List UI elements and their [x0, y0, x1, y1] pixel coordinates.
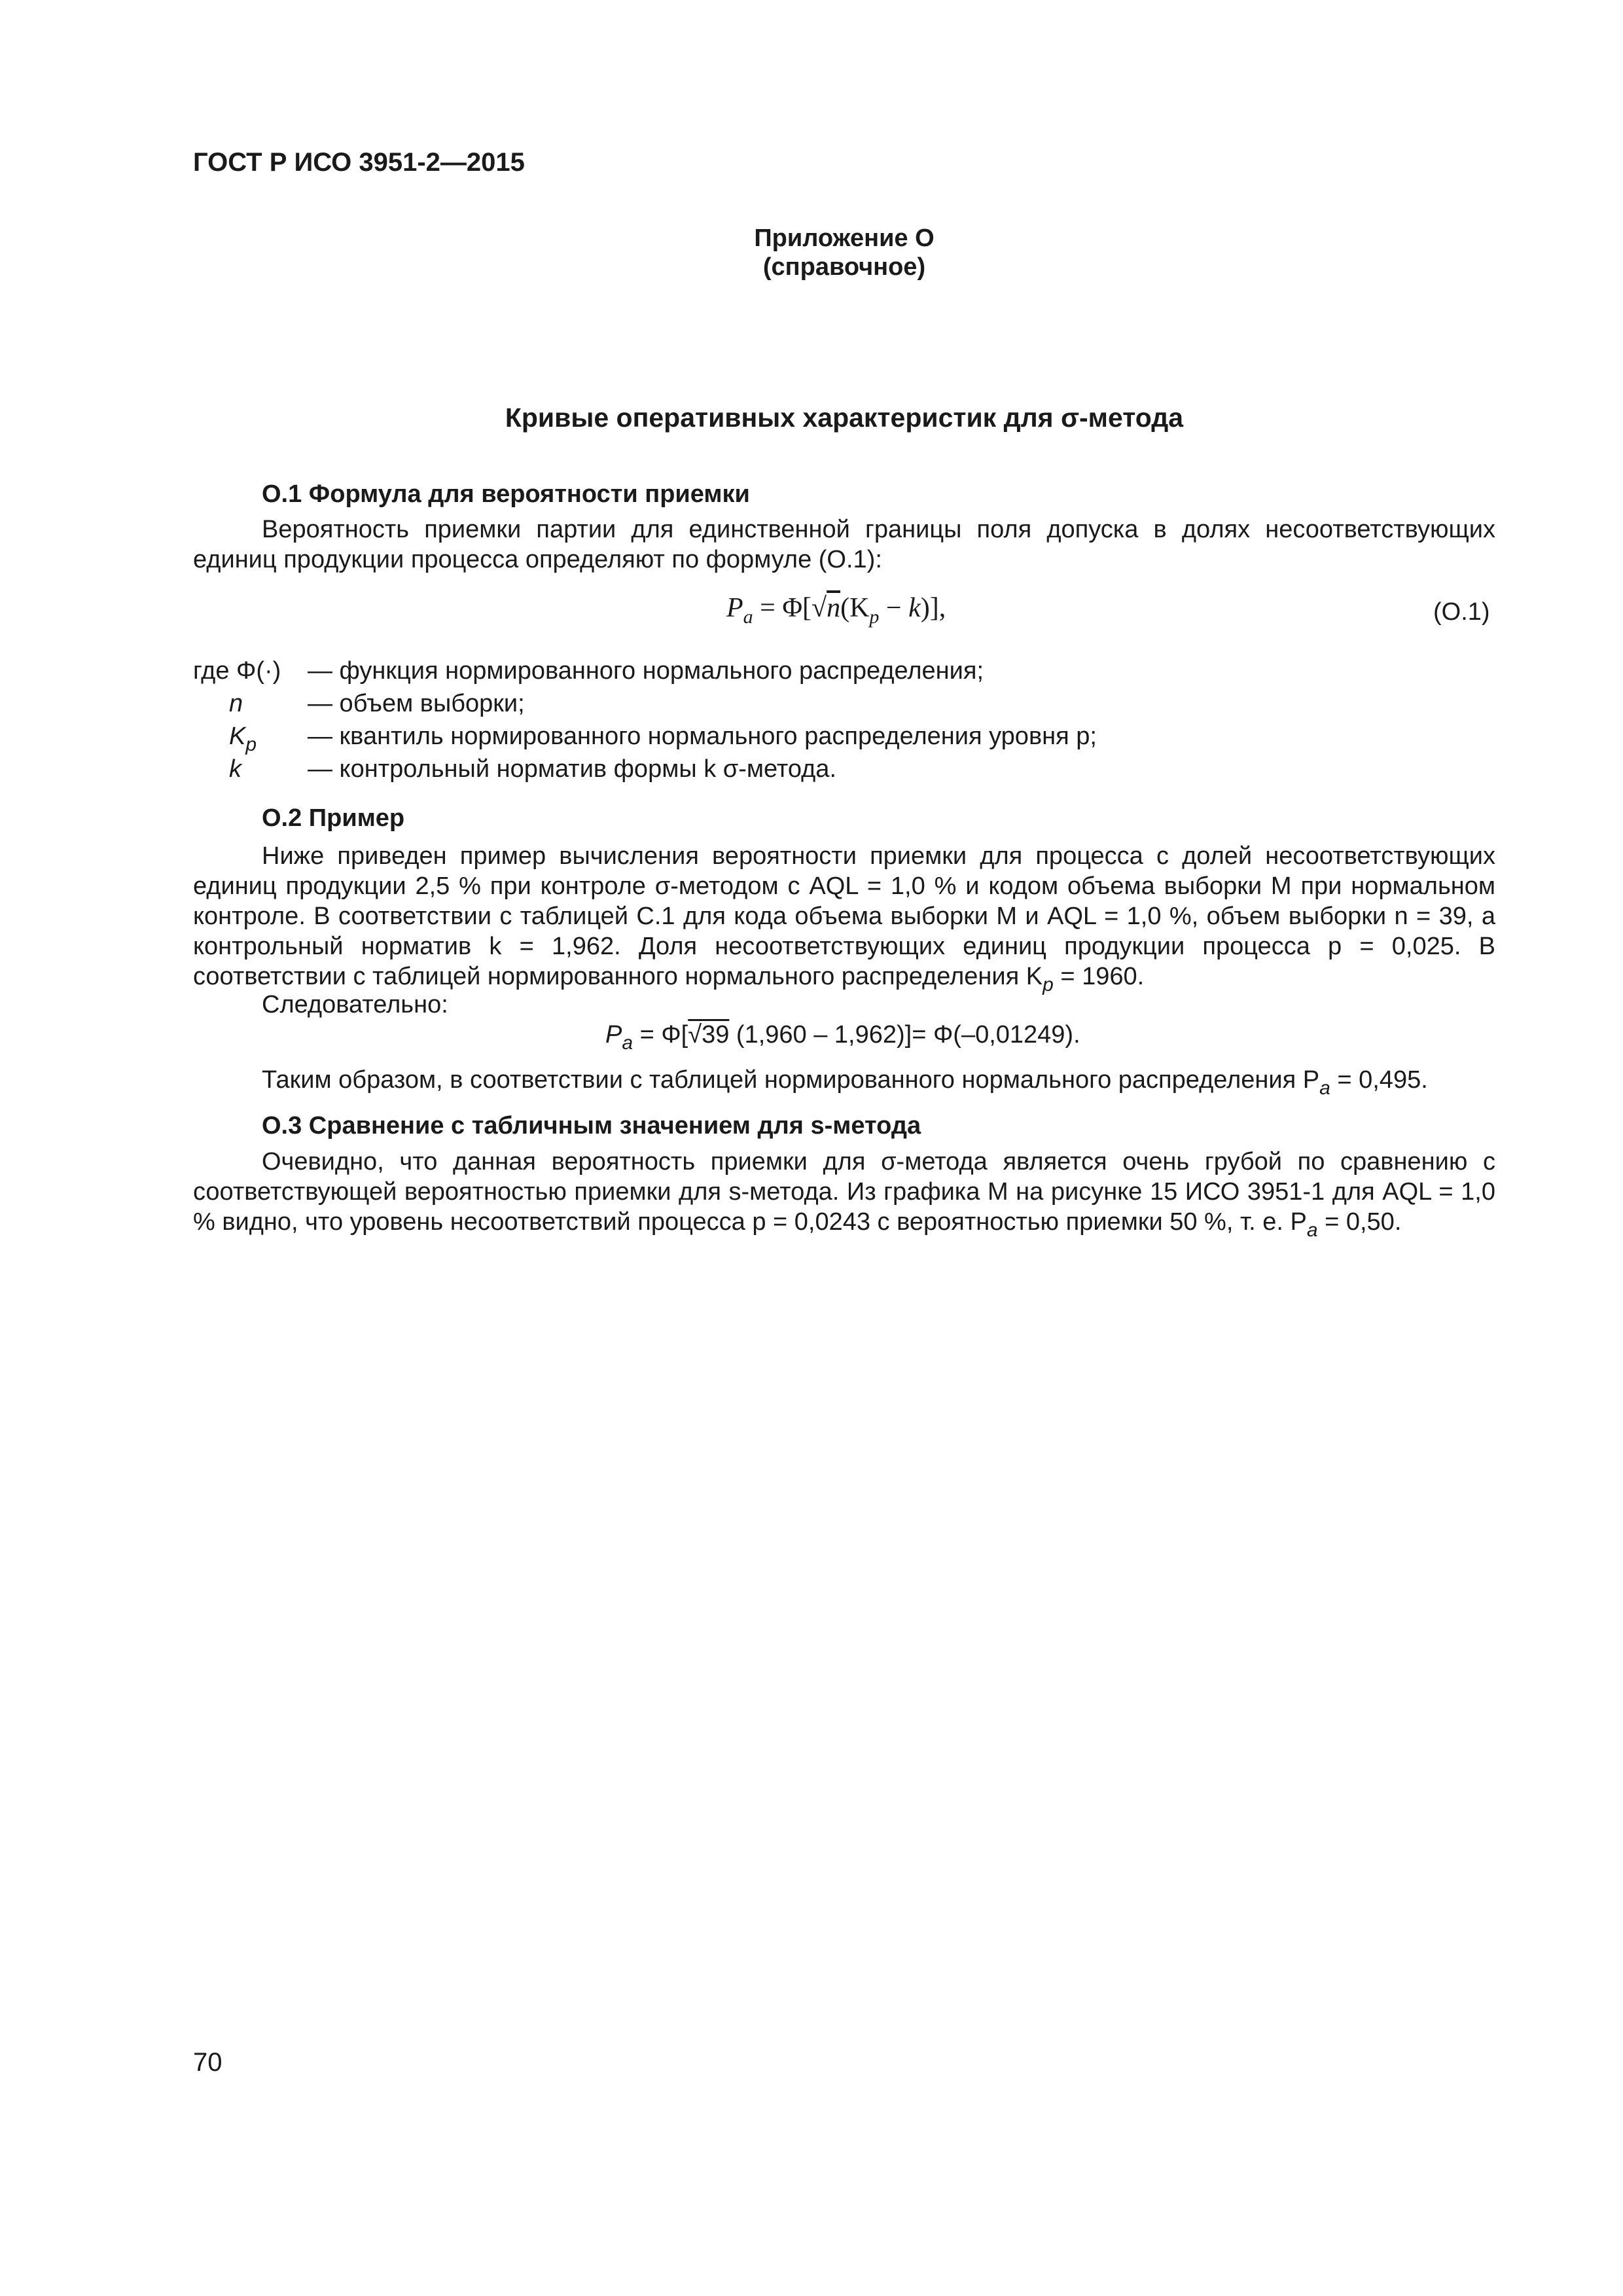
- page-number: 70: [193, 2048, 223, 2077]
- formula-o1: $P_a = \Phi[√n(K_p - k)]$,: [726, 593, 946, 628]
- def-symbol: n: [229, 690, 243, 717]
- annex-name: Приложение О: [754, 224, 935, 252]
- def-symbol: k: [229, 755, 241, 783]
- section-heading-o3: О.3 Сравнение с табличным значением для s-метода: [262, 1112, 921, 1139]
- document-header: ГОСТ Р ИСО 3951-2—2015: [193, 148, 525, 177]
- annex-label: [193, 224, 1495, 281]
- result-line: Таким образом, в соответствии с таблицей нормированного нормального распределения $P_a = 0,495$.: [262, 1066, 1428, 1099]
- annex-title: Кривые оперативных характеристик для σ-метода: [505, 403, 1184, 433]
- paragraph-o3: Очевидно, что данная вероятность приемки для σ-метода является очень грубой по сравнению с соответствующей вероятностью приемки для s-метода. Из графика M на рисунке 15 ИСО 3951-1 для AQL = 1,0 % видно, что уровень несоответствий процесса p = 0,0243 с вероятностью приемки 50 %, т. е. $P_a = 0,50$.: [193, 1148, 1495, 1241]
- paragraph-o2: Ниже приведен пример вычисления вероятности приемки для процесса с долей несоответствующих единиц продукции 2,5 % при контроле σ-методом с AQL = 1,0 % и кодом объема выборки M при нормальном контроле. В соответствии с таблицей С.1 для кода объема выборки M и AQL = 1,0 %, объем выборки n = 39, а контрольный норматив k = 1,962. Доля несоответствующих единиц продукции процесса p = 0,025. В соответствии с таблицей нормированного нормального распределения $K_p = 1960$.: [193, 842, 1495, 996]
- def-text: — квантиль нормированного нормального распределения уровня p;: [308, 723, 1097, 750]
- formula-number: (О.1): [1433, 598, 1490, 626]
- section-heading-o1: О.1 Формула для вероятности приемки: [262, 480, 750, 508]
- annex-kind: (справочное): [762, 253, 926, 281]
- def-symbol: $K_p$: [229, 723, 257, 755]
- formula-example: $P_a = \Phi[√39$ (1,960 – 1,962)]= Φ(–0,01249).: [605, 1021, 1080, 1054]
- def-text: — объем выборки;: [308, 690, 525, 717]
- section-heading-o2: О.2 Пример: [262, 804, 405, 832]
- paragraph-o1: Вероятность приемки партии для единственной границы поля допуска в долях несоответствующих единиц продукции процесса определяют по формуле (О.1):: [193, 516, 1495, 573]
- def-symbol: где Φ(·): [193, 657, 281, 685]
- hence-label: Следовательно:: [262, 991, 448, 1018]
- def-text: — контрольный норматив формы k σ-метода.: [308, 755, 837, 783]
- def-text: — функция нормированного нормального распределения;: [308, 657, 984, 685]
